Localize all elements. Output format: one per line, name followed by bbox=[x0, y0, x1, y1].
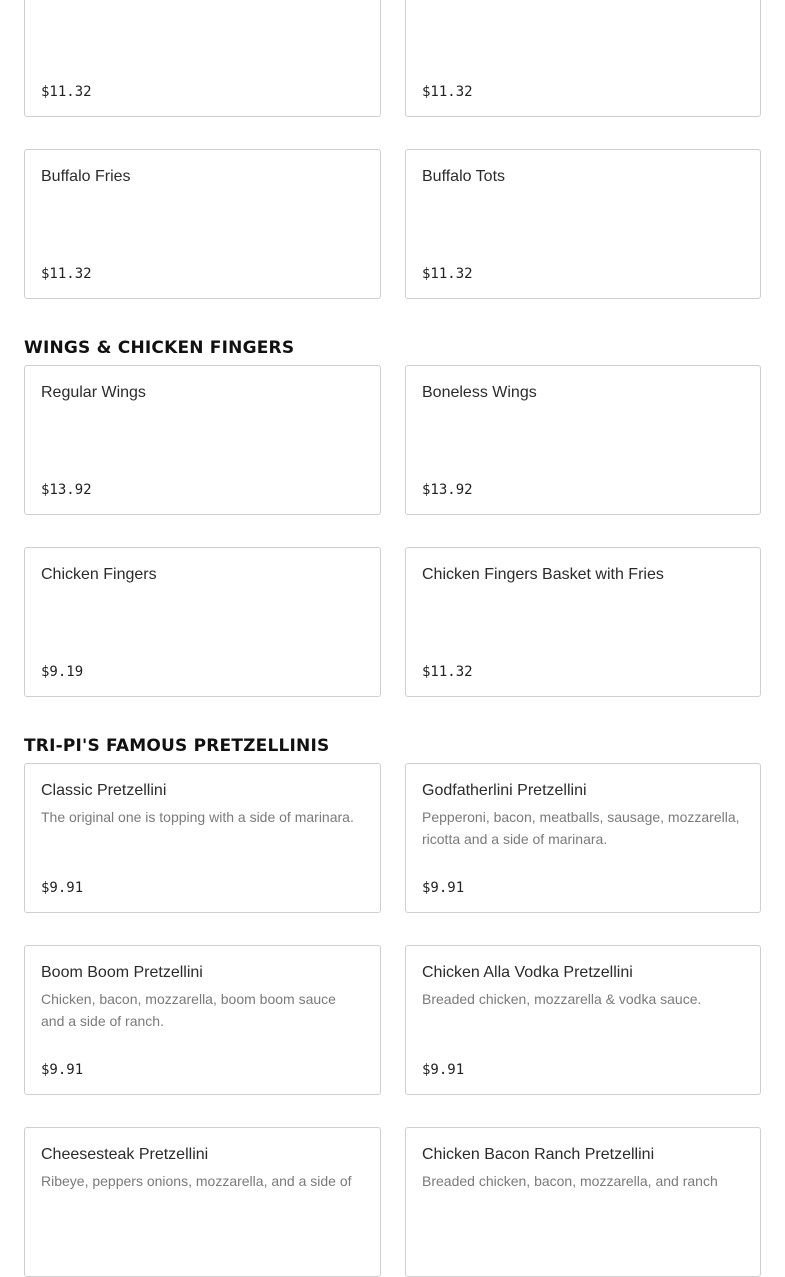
menu-item-price: $9.91 bbox=[422, 1062, 465, 1078]
menu-item-card[interactable] bbox=[405, 149, 761, 299]
menu-item-name: Chicken Bacon Ranch Pretzellini bbox=[422, 1146, 655, 1163]
menu-item-price: $11.32 bbox=[422, 84, 473, 100]
menu-item-description: Breaded chicken, mozzarella & vodka sauce. bbox=[422, 991, 702, 1007]
menu-item-price: $9.91 bbox=[41, 1062, 84, 1078]
menu-item-price: $11.32 bbox=[422, 266, 473, 282]
menu-item-name: Boom Boom Pretzellini bbox=[41, 964, 203, 981]
menu-item-card[interactable] bbox=[24, 365, 381, 515]
menu-item-card[interactable] bbox=[24, 945, 381, 1095]
menu-item-description: Ribeye, peppers onions, mozzarella, and a side of bbox=[41, 1173, 352, 1189]
menu-item-card[interactable] bbox=[405, 0, 761, 117]
menu-item-card[interactable] bbox=[24, 763, 381, 913]
menu-page bbox=[24, 0, 761, 1277]
menu-item-price: $9.91 bbox=[422, 880, 465, 896]
menu-item-grid bbox=[24, 763, 761, 1277]
menu-item-name: Cheesesteak Pretzellini bbox=[41, 1146, 209, 1163]
menu-item-name: Regular Wings bbox=[41, 384, 146, 401]
menu-item-name: Chicken Fingers bbox=[41, 566, 157, 583]
menu-item-card[interactable] bbox=[405, 763, 761, 913]
menu-item-price: $13.92 bbox=[41, 482, 92, 498]
menu-item-name: Classic Pretzellini bbox=[41, 782, 167, 799]
menu-section-wings bbox=[24, 333, 761, 697]
menu-item-price: $13.92 bbox=[422, 482, 473, 498]
menu-item-card[interactable] bbox=[405, 945, 761, 1095]
menu-item-card[interactable] bbox=[405, 1127, 761, 1277]
menu-item-card[interactable] bbox=[405, 365, 761, 515]
section-title: WINGS & CHICKEN FINGERS bbox=[24, 338, 295, 358]
menu-item-price: $9.19 bbox=[41, 664, 84, 680]
section-title: TRI-PI'S FAMOUS PRETZELLINIS bbox=[24, 736, 330, 756]
menu-item-name: Boneless Wings bbox=[422, 384, 537, 401]
menu-section-sides bbox=[24, 0, 761, 299]
menu-item-card[interactable] bbox=[24, 1127, 381, 1277]
menu-item-name: Buffalo Tots bbox=[422, 168, 506, 185]
menu-section-pretzellinis bbox=[24, 731, 761, 1277]
menu-item-name: Buffalo Fries bbox=[41, 168, 131, 185]
menu-item-description: Pepperoni, bacon, meatballs, sausage, mozzarella, ricotta and a side of marinara. bbox=[422, 809, 740, 847]
menu-item-card[interactable] bbox=[405, 547, 761, 697]
menu-item-price: $9.91 bbox=[41, 880, 84, 896]
menu-item-description: Chicken, bacon, mozzarella, boom boom sauce and a side of ranch. bbox=[41, 991, 336, 1029]
menu-item-name: Chicken Fingers Basket with Fries bbox=[422, 566, 664, 583]
menu-item-card[interactable] bbox=[24, 149, 381, 299]
menu-item-price: $11.32 bbox=[41, 266, 92, 282]
menu-item-price: $11.32 bbox=[41, 84, 92, 100]
menu-item-grid bbox=[24, 365, 761, 697]
menu-item-price: $11.32 bbox=[422, 664, 473, 680]
menu-item-description: The original one is topping with a side of marinara. bbox=[41, 809, 354, 825]
menu-item-grid bbox=[24, 0, 761, 299]
menu-item-name: Chicken Alla Vodka Pretzellini bbox=[422, 964, 633, 981]
menu-item-name: Godfatherlini Pretzellini bbox=[422, 782, 587, 799]
menu-item-card[interactable] bbox=[24, 0, 381, 117]
menu-item-card[interactable] bbox=[24, 547, 381, 697]
menu-item-description: Breaded chicken, bacon, mozzarella, and ranch bbox=[422, 1173, 718, 1189]
